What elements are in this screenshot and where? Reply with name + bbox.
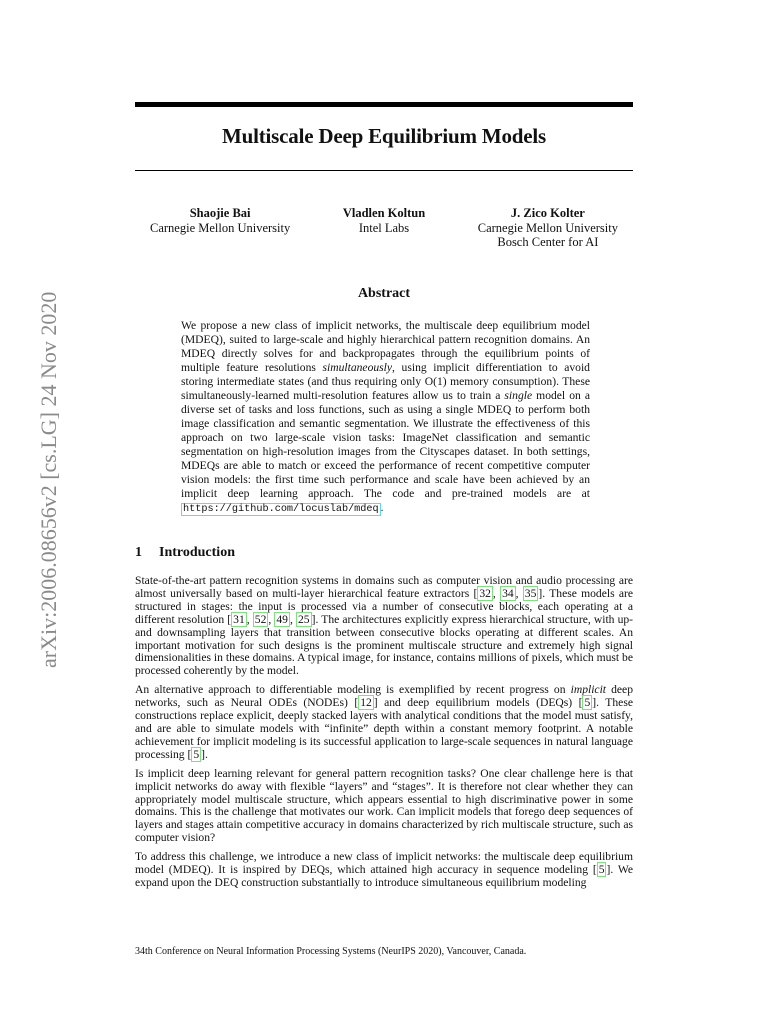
text: . <box>205 747 208 761</box>
arxiv-stamp: arXiv:2006.08656v2 [cs.LG] 24 Nov 2020 <box>36 291 61 668</box>
section-title: Introduction <box>159 545 235 560</box>
paragraph-1: State-of-the-art pattern recognition systems in domains such as computer vision and audio processing are almost universally based on multi-layer hierarchical feature extractors [ 32 , 34 , 35 ]. These models are structured in stages: the input is processed via a number of consecutive blocks, each operating at a different resolution [ 31 , 52 , 49 , 25 ]. The architectures explicitly express hierarchical structure, with up- and downsampling layers that transition between consecutive blocks operating at different scales. An important motivation for such designs is the prominent multiscale structure and extremely high signal dimensionalities in these domains. A typical image, for instance, contains millions of pixels, which must be processed coherently by the model. <box>135 574 634 678</box>
title-rule-top <box>135 102 633 107</box>
intro-body <box>135 575 633 896</box>
abstract-part: model on a diverse set of tasks and loss functions, such as using a single MDEQ to perform both image classification and semantic segmentation. We illustrate the effectiveness of this approach on two large-scale vision tasks: ImageNet classification and semantic segmentation on high-resolution images from the Cityscapes dataset. In both settings, MDEQs are able to match or exceed the performance of recent competitive computer vision models: the first time such performance and scale have been achieved by an implicit deep learning approach. The code and pre-trained models are at <box>181 389 590 500</box>
citation-link[interactable]: 5 <box>598 863 605 877</box>
citation-link[interactable]: 5 <box>193 747 200 761</box>
conference-footnote: 34th Conference on Neural Information Processing Systems (NeurIPS 2020), Vancouver, Canada. <box>135 946 527 957</box>
abstract-emphasis: simultaneously <box>322 361 393 374</box>
author-name: Vladlen Koltun <box>342 206 426 220</box>
author-name: Shaojie Bai <box>189 206 251 220</box>
citation-link[interactable]: 31 <box>233 612 245 626</box>
abstract-heading: Abstract <box>357 286 411 301</box>
text: . These models are structured in stages: the input is processed via a number of consecutive blocks, each operating at a different resolution <box>135 586 633 626</box>
author-block <box>150 206 618 250</box>
citation-link[interactable]: 32 <box>479 586 491 600</box>
section-number: 1 <box>135 545 142 560</box>
abstract-part: . <box>380 501 384 514</box>
author-affiliation: Intel Labs <box>358 220 410 235</box>
section-heading <box>135 545 235 561</box>
author-affiliation: Carnegie Mellon University <box>477 220 618 235</box>
author-2 <box>343 206 425 250</box>
text: State-of-the-art pattern recognition systems in domains such as computer vision and audio processing are almost universally based on multi-layer hierarchical feature extractors <box>135 574 633 600</box>
citation-link[interactable]: 52 <box>254 612 267 626</box>
text: . The architectures explicitly express hierarchical structure, with up- and downsampling layers that transition between consecutive blocks operating at different scales. An important motivation for such designs is the prominent multiscale structure and extremely high signal dimensionalities in these domains. A typical image, for instance, contains millions of pixels, which must be processed coherently by the model. <box>135 612 634 678</box>
text: An alternative approach to differentiable modeling is exemplified by recent progress on <box>135 683 571 697</box>
citation-link[interactable]: 5 <box>584 696 591 710</box>
paragraph-4: To address this challenge, we introduce a new class of implicit networks: the multiscale deep equilibrium model (MDEQ). It is inspired by DEQs, which attained high accuracy in sequence modeling [ 5 ]. We expand upon the DEQ construction substantially to introduce simultaneous equilibrium modeling <box>135 850 633 889</box>
text: . These constructions replace explicit, deeply stacked layers with analytical conditions that the model must satisfy, and are able to simulate models with “infinite” depth within a constant memory footprint. A notable achievement for implicit modeling is its successful application to large-scale sequences in natural language processing <box>135 696 633 761</box>
code-link[interactable]: https://github.com/locuslab/mdeq <box>183 504 379 515</box>
paragraph-2: An alternative approach to differentiable modeling is exemplified by recent progress on implicit deep networks, such as Neural ODEs (NODEs) [ 12 ] and deep equilibrium models (DEQs) [ 5 ]. These constructions replace explicit, deeply stacked layers with analytical conditions that the model must satisfy, and are able to simulate models with “infinite” depth within a constant memory footprint. A notable achievement for implicit modeling is its successful application to large-scale sequences in natural language processing [ 5 ]. <box>135 683 633 761</box>
paper-title: Multiscale Deep Equilibrium Models <box>222 124 546 148</box>
citation-link[interactable]: 12 <box>360 696 372 710</box>
paragraph-3: Is implicit deep learning relevant for general pattern recognition tasks? One clear challenge here is that implicit networks do away with flexible “layers” and “stages”. It is therefore not clear whether they can appropriately model multiscale structure, which appears essential to high discriminative power in some domains. This is the challenge that motivates our work. Can implicit models that forego deep sequences of layers and stages attain competitive accuracy in domains characterized by rich multiscale structure, such as computer vision? <box>135 766 633 845</box>
text: and deep equilibrium models (DEQs) <box>377 696 579 710</box>
citation-link[interactable]: 35 <box>524 586 537 600</box>
text: . We expand upon the DEQ construction substantially to introduce simultaneous equilibrium modeling <box>135 863 633 889</box>
text: deep networks, such as Neural ODEs (NODEs) <box>135 683 633 710</box>
author-affiliation: Carnegie Mellon University <box>150 220 291 235</box>
author-1 <box>150 206 290 250</box>
text: To address this challenge, we introduce a new class of implicit networks: the multiscale deep equilibrium model (MDEQ). It is inspired by DEQs, which attained high accuracy in sequence modeling <box>135 850 633 877</box>
citation-link[interactable]: 49 <box>276 612 288 626</box>
citation-link[interactable]: 25 <box>297 612 310 626</box>
abstract-part: , using implicit differentiation to avoid storing intermediate states (and thus requiring only O(1) memory consumption). These simultaneously-learned multi-resolution features allow us to train a <box>181 361 590 402</box>
emphasis: implicit <box>570 683 607 697</box>
author-3 <box>478 206 618 250</box>
abstract-part: We propose a new class of implicit networks, the multiscale deep equilibrium model (MDEQ), suited to large-scale and highly hierarchical pattern recognition domains. An MDEQ directly solves for and backpropagates through the equilibrium points of multiple feature resolutions <box>181 319 590 374</box>
author-affiliation-2: Bosch Center for AI <box>497 235 599 249</box>
abstract-text <box>181 319 590 517</box>
title-rule-bottom <box>135 170 633 171</box>
abstract-emphasis: single <box>504 389 533 402</box>
citation-link[interactable]: 34 <box>502 586 514 600</box>
author-name: J. Zico Kolter <box>510 206 585 220</box>
